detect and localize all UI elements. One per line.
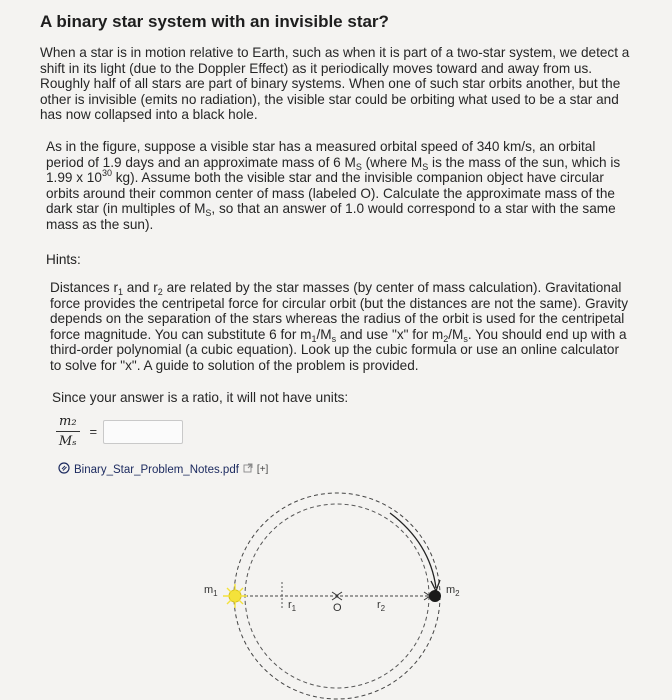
attachment-link[interactable]: Binary_Star_Problem_Notes.pdf	[74, 463, 239, 476]
external-link-icon[interactable]	[243, 463, 253, 476]
center-label: O	[333, 602, 342, 614]
m2-label: $m_2$	[446, 584, 460, 598]
orbit-arrow	[390, 513, 436, 588]
m1-label: $m_1$	[204, 584, 218, 598]
units-note: Since your answer is a ratio, it will not have units:	[52, 390, 349, 405]
answer-input[interactable]	[103, 420, 183, 444]
problem-paragraph: As in the figure, suppose a visible star has a measured orbital speed of 340 km/s, an orbital period of 1.9 days and an approximate mass of 6 $M_S$ (where $M_S$ is the mass of the sun, which is 1.99 x $10^{30}$ kg). Assume both the visible star and the invisible companion object have circular orbits around their common center of mass (labeled O). Calculate the approximate mass of the dark star (in multiples of $M_S$, so that an answer of 1.0 would correspond to a star with the same mass as the sun).	[46, 139, 621, 232]
hints-paragraph: Distances $r_1$ and $r_2$ are related by the star masses (by center of mass calculation). Gravitational force provides the centripetal force for circular orbit (but the distances are not the same). Gravity depends on the separation of the stars whereas the radius of the orbit is used for the centripetal force magnitude. You can substitute 6 for $m_1/M_s$ and use "x" for $m_2/M_s$. You should end up with a third-order polynomial (a cubic equation). Look up the cubic formula or use an online calculator to solve for "x". A guide to solution of the problem is provided.	[50, 280, 628, 373]
equals-sign: =	[89, 424, 98, 439]
binary-star-diagram	[180, 478, 470, 700]
ratio-fraction	[56, 414, 80, 449]
fraction-denominator: Mₛ	[58, 434, 77, 449]
answer-row	[56, 414, 183, 449]
attachment	[58, 462, 268, 477]
expand-attachment-button[interactable]: [+]	[256, 464, 269, 475]
fraction-numerator: m₂	[56, 414, 80, 432]
paperclip-icon	[58, 462, 70, 477]
page-title: A binary star system with an invisible star?	[40, 12, 389, 31]
hints-label: Hints:	[46, 252, 81, 267]
intro-paragraph: When a star is in motion relative to Earth, such as when it is part of a two-star system, we detect a shift in its light (due to the Doppler Effect) as it periodically moves toward and away from us. Roughly half of all stars are part of binary systems. When one of such star orbits another, but the other is invisible (emits no radiation), the visible star could be orbiting what used to be a star and has now collapsed into a black hole.	[40, 45, 630, 122]
r1-label: $r_1$	[288, 599, 297, 613]
visible-star	[223, 584, 247, 608]
r2-label: $r_2$	[377, 599, 386, 613]
dark-star	[429, 590, 441, 602]
